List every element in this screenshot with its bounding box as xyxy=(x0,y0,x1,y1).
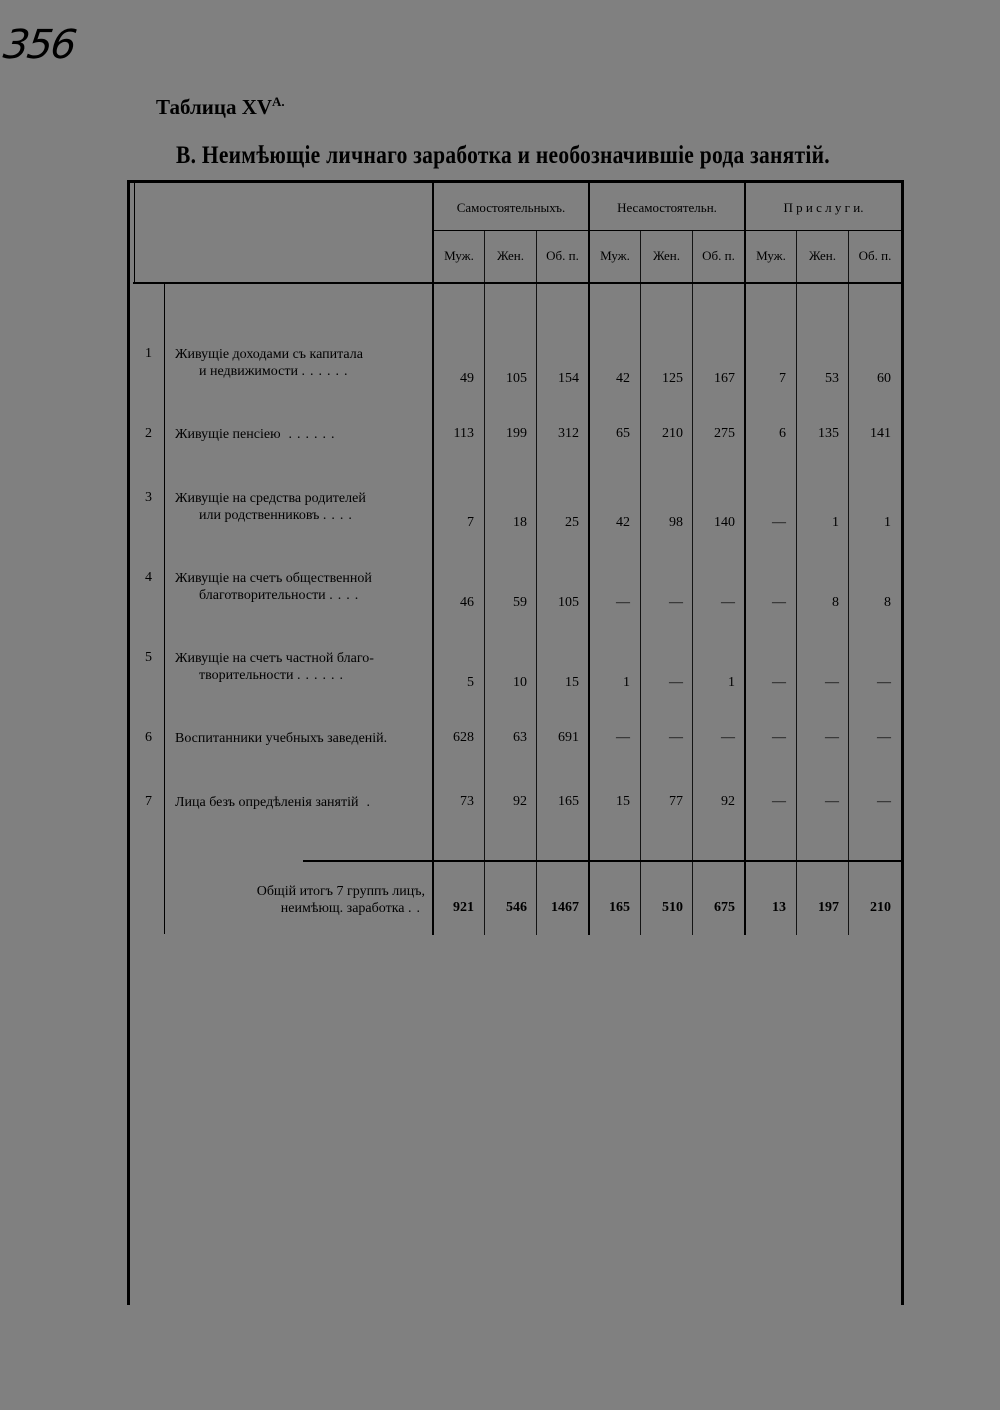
table-cell: — xyxy=(825,794,839,809)
total-cell: 675 xyxy=(714,900,735,915)
leader-dots: .... xyxy=(322,508,357,523)
table-cell: — xyxy=(669,730,683,745)
row-label-line2-text: и недвижимости xyxy=(199,364,298,379)
table-label xyxy=(156,94,285,120)
row-label xyxy=(175,570,427,604)
header-sub-rule xyxy=(432,230,901,231)
table-cell: — xyxy=(772,730,786,745)
table-cell: 92 xyxy=(513,794,527,809)
row-label-line2-text: или родственниковъ xyxy=(199,508,320,523)
table-cell: — xyxy=(772,515,786,530)
table-cell: — xyxy=(721,730,735,745)
table-cell: 10 xyxy=(513,675,527,690)
table-cell: — xyxy=(669,595,683,610)
total-cell: 165 xyxy=(609,900,630,915)
table-cell: 199 xyxy=(506,426,527,441)
header-bottom-rule xyxy=(133,282,901,284)
sub-header: Жен. xyxy=(497,248,524,263)
table-cell: 42 xyxy=(616,515,630,530)
table-cell: 7 xyxy=(467,515,474,530)
table-right-border xyxy=(901,180,904,1305)
row-label-line1: Живущіе на счетъ общественной xyxy=(175,571,372,586)
table-cell: 312 xyxy=(558,426,579,441)
table-cell: 6 xyxy=(779,426,786,441)
row-number: 6 xyxy=(145,730,152,745)
row-label xyxy=(175,650,427,684)
row-number: 2 xyxy=(145,426,152,441)
sub-header: Жен. xyxy=(809,248,836,263)
table-cell: 5 xyxy=(467,675,474,690)
table-cell: 691 xyxy=(558,730,579,745)
table-cell: — xyxy=(669,675,683,690)
table-cell: 113 xyxy=(453,426,474,441)
row-label xyxy=(175,794,427,811)
table-label-text: Таблица XV xyxy=(156,95,273,119)
table-cell: 42 xyxy=(616,371,630,386)
row-label-line2-text: творительности xyxy=(199,668,294,683)
table-cell: 275 xyxy=(714,426,735,441)
table-top-border xyxy=(127,180,904,183)
table-cell: 8 xyxy=(884,595,891,610)
table-cell: 46 xyxy=(460,595,474,610)
table-cell: 60 xyxy=(877,371,891,386)
row-label-line1: Живущіе на счетъ частной благо- xyxy=(175,651,374,666)
row-label-line1: Лица безъ опредѣленія занятій xyxy=(175,795,359,810)
total-cell: 13 xyxy=(772,900,786,915)
table-cell: 1 xyxy=(623,675,630,690)
data-table xyxy=(127,180,904,1305)
table-cell: 135 xyxy=(818,426,839,441)
total-cell: 197 xyxy=(818,900,839,915)
sub-divider xyxy=(692,230,693,935)
table-cell: — xyxy=(877,794,891,809)
total-cell: 210 xyxy=(870,900,891,915)
table-cell: 18 xyxy=(513,515,527,530)
table-cell: — xyxy=(772,794,786,809)
sub-header: Муж. xyxy=(444,248,474,263)
row-label-line1: Воспитанники учебныхъ заведеній. xyxy=(175,731,388,746)
table-cell: 1 xyxy=(884,515,891,530)
section-title: В. Неимѣющіе личнаго заработка и необозначившіе рода занятій. xyxy=(176,142,830,169)
row-label-line1: Живущіе пенсіею xyxy=(175,427,281,442)
row-label-line1: Живущіе на средства родителей xyxy=(175,491,366,506)
row-number: 1 xyxy=(145,346,152,361)
page-number: 356 xyxy=(0,22,78,68)
total-cell: 546 xyxy=(506,900,527,915)
table-cell: 210 xyxy=(662,426,683,441)
table-cell: 154 xyxy=(558,371,579,386)
row-number: 3 xyxy=(145,490,152,505)
table-label-sup: A. xyxy=(272,94,285,109)
table-cell: 141 xyxy=(870,426,891,441)
table-cell: 165 xyxy=(558,794,579,809)
table-cell: 25 xyxy=(565,515,579,530)
sub-divider xyxy=(484,230,485,935)
table-cell: 8 xyxy=(832,595,839,610)
table-cell: 1 xyxy=(832,515,839,530)
table-cell: 73 xyxy=(460,794,474,809)
table-cell: — xyxy=(825,730,839,745)
sub-divider xyxy=(848,230,849,935)
row-number: 4 xyxy=(145,570,152,585)
table-cell: — xyxy=(877,730,891,745)
table-cell: 63 xyxy=(513,730,527,745)
table-cell: 59 xyxy=(513,595,527,610)
table-cell: 77 xyxy=(669,794,683,809)
group-header-servants: П р и с л у г и. xyxy=(783,200,864,215)
table-cell: 7 xyxy=(779,371,786,386)
group-header-dependent: Несамостоятельн. xyxy=(617,200,717,215)
group-divider-2 xyxy=(588,183,590,935)
table-cell: — xyxy=(877,675,891,690)
table-cell: 125 xyxy=(662,371,683,386)
group-header-independent: Самостоятельныхъ. xyxy=(456,200,566,215)
table-cell: — xyxy=(616,730,630,745)
row-label xyxy=(175,426,427,443)
row-label-line2 xyxy=(175,667,427,684)
table-cell: 167 xyxy=(714,371,735,386)
table-cell: — xyxy=(772,675,786,690)
table-cell: 105 xyxy=(506,371,527,386)
sub-header: Муж. xyxy=(756,248,786,263)
total-cell: 921 xyxy=(453,900,474,915)
row-label xyxy=(175,490,427,524)
sub-header: Об. п. xyxy=(702,248,735,263)
row-label xyxy=(175,730,427,747)
row-label-line1: Живущіе доходами съ капитала xyxy=(175,347,363,362)
leader-dots: ...... xyxy=(288,427,340,442)
group-divider-1 xyxy=(432,183,434,935)
table-cell: 92 xyxy=(721,794,735,809)
total-label-line2-text: неимѣющ. заработка xyxy=(280,901,405,916)
table-cell: 15 xyxy=(616,794,630,809)
rownum-divider xyxy=(164,284,165,934)
table-cell: 53 xyxy=(825,371,839,386)
table-cell: 49 xyxy=(460,371,474,386)
row-label-line2 xyxy=(175,363,427,380)
table-left-border xyxy=(127,180,130,1305)
total-label-line1: Общій итогъ 7 группъ лицъ, xyxy=(256,884,425,899)
leader-dots: . xyxy=(366,795,375,810)
leader-dots: .... xyxy=(329,588,364,603)
sub-divider xyxy=(640,230,641,935)
sub-divider xyxy=(796,230,797,935)
leader-dots: .. xyxy=(408,901,425,916)
leader-dots: ...... xyxy=(301,364,353,379)
row-number: 7 xyxy=(145,794,152,809)
row-label xyxy=(175,346,427,380)
row-number: 5 xyxy=(145,650,152,665)
row-label-line2 xyxy=(175,507,427,524)
table-cell: — xyxy=(825,675,839,690)
total-rule xyxy=(303,860,901,862)
table-cell: 105 xyxy=(558,595,579,610)
row-label-line2-text: благотворительности xyxy=(199,588,326,603)
table-cell: 1 xyxy=(728,675,735,690)
sub-header: Об. п. xyxy=(546,248,579,263)
table-cell: 140 xyxy=(714,515,735,530)
table-cell: 65 xyxy=(616,426,630,441)
row-label-line2 xyxy=(175,587,427,604)
leader-dots: ...... xyxy=(297,668,348,683)
table-cell: — xyxy=(616,595,630,610)
table-cell: 15 xyxy=(565,675,579,690)
total-cell: 510 xyxy=(662,900,683,915)
sub-header: Об. п. xyxy=(858,248,892,263)
group-divider-3 xyxy=(744,183,746,935)
inner-left-rule xyxy=(134,180,135,282)
table-cell: 628 xyxy=(453,730,474,745)
total-cell: 1467 xyxy=(551,900,579,915)
sub-divider xyxy=(536,230,537,935)
total-label-line2 xyxy=(175,900,425,917)
sub-header: Жен. xyxy=(653,248,680,263)
table-cell: — xyxy=(772,595,786,610)
total-label xyxy=(175,883,425,917)
table-cell: — xyxy=(721,595,735,610)
sub-header: Муж. xyxy=(600,248,630,263)
table-cell: 98 xyxy=(669,515,683,530)
